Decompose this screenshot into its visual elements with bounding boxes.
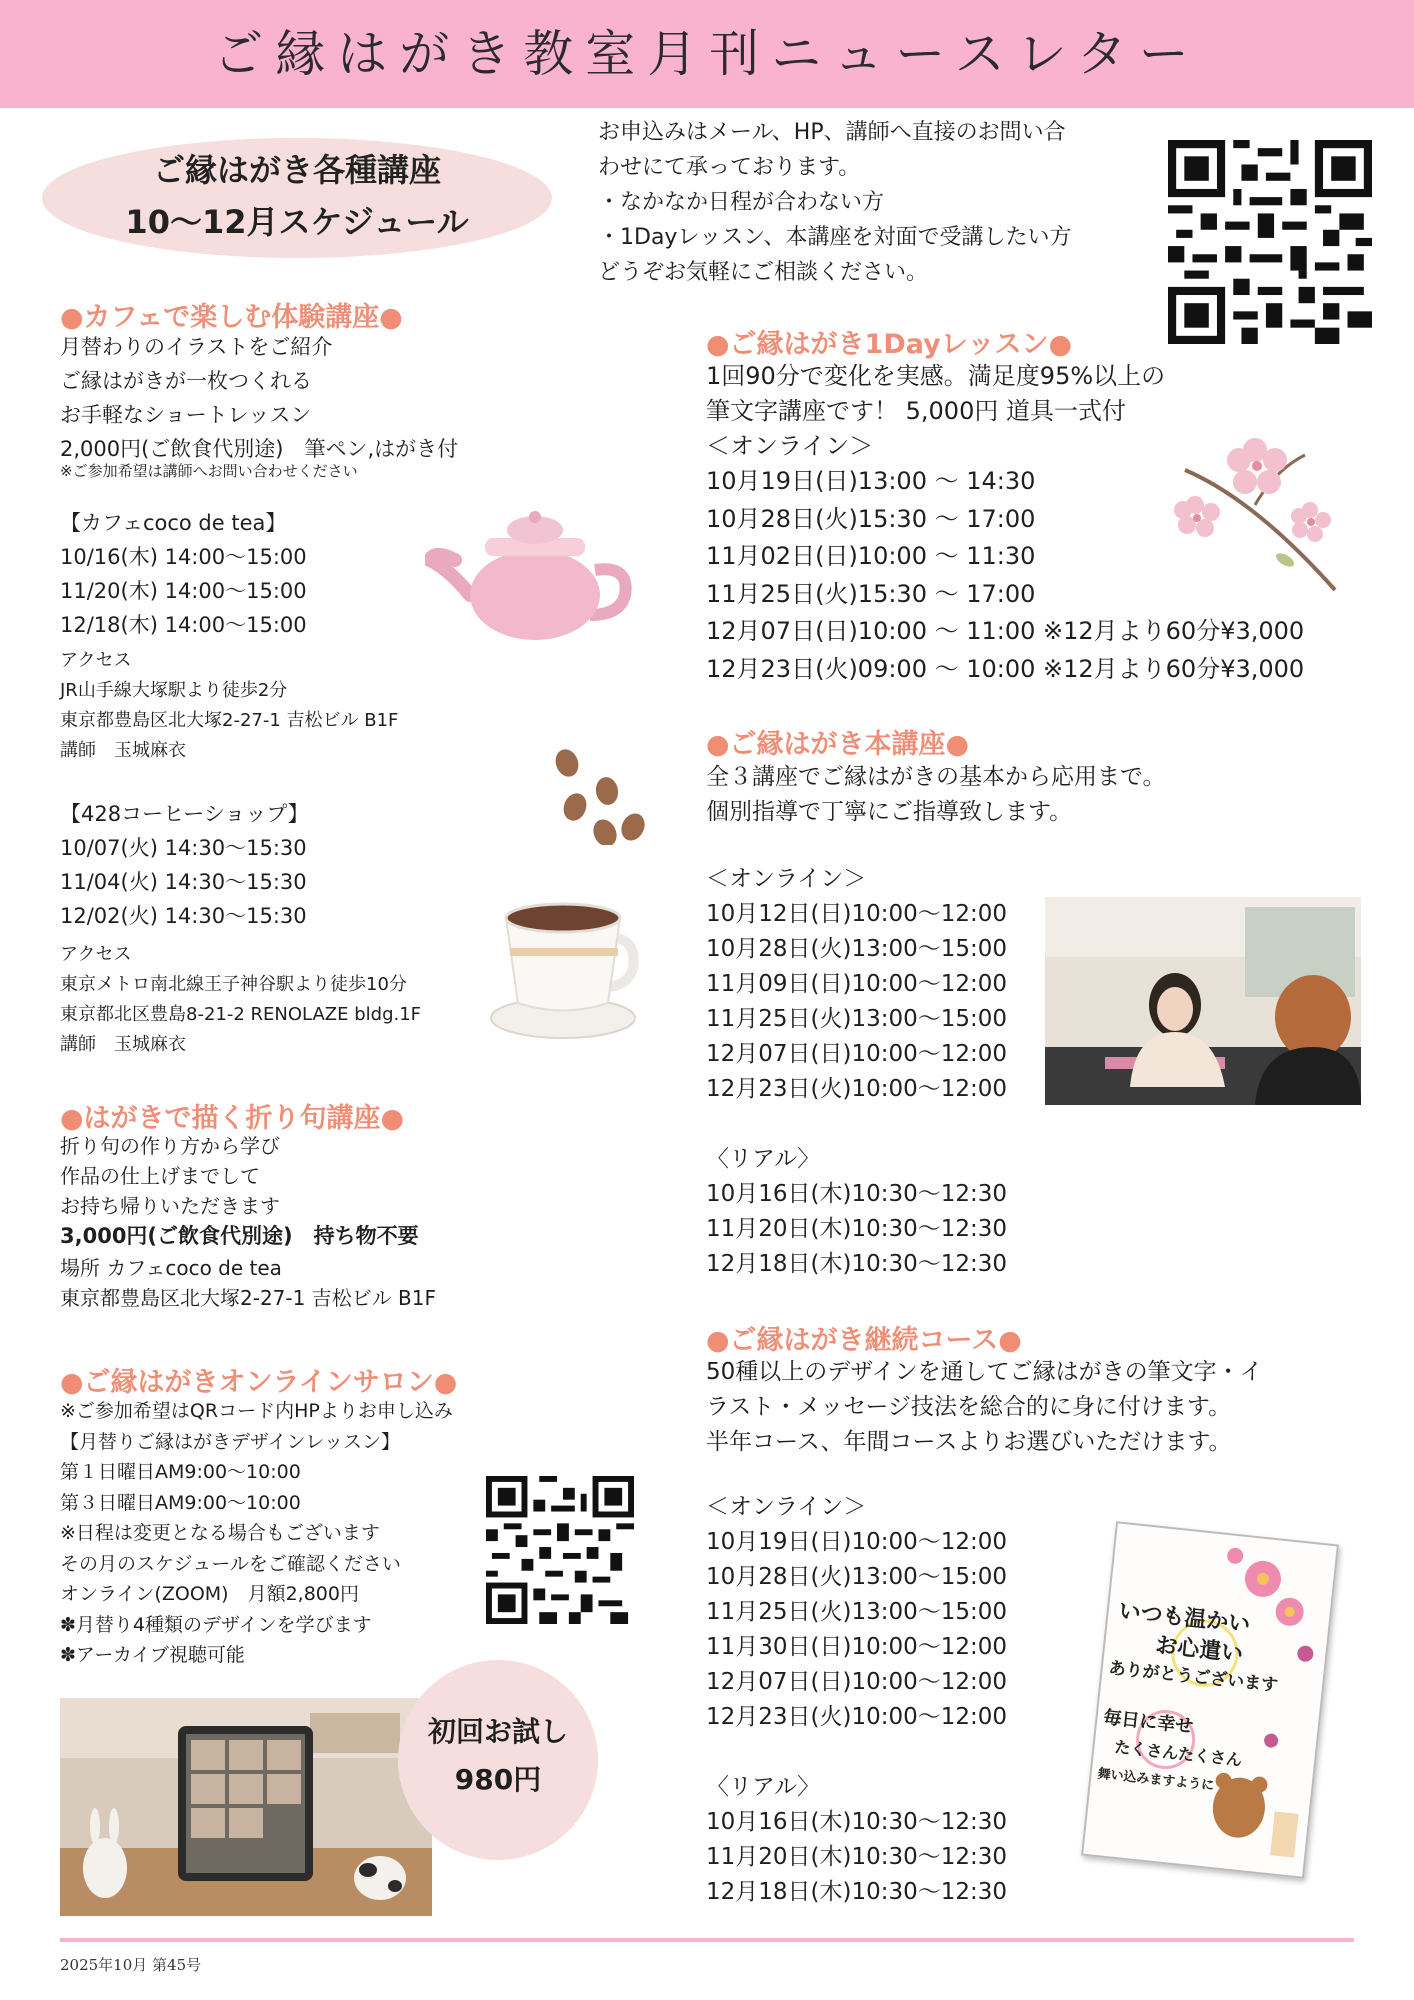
teacher-text: 講師 玉城麻衣 [60, 740, 186, 761]
desc-line: ラスト・メッセージ技法を総合的に身に付けます。 [706, 1394, 1232, 1420]
desc-line: 筆文字講座です！ 5,000円 道具一式付 [706, 397, 1126, 425]
date-line: 12/18(木) 14:00〜15:00 [60, 613, 307, 637]
continuing-course-heading: ●ご縁はがき継続コース● [706, 1325, 1022, 1356]
oneday-heading: ●ご縁はがき1Dayレッスン● [706, 329, 1073, 360]
access-text: JR山手線大塚駅より徒歩2分 [60, 680, 288, 701]
desc-line: 全３講座でご縁はがきの基本から応用まで。 [706, 764, 1166, 790]
online-salon-text [60, 1396, 453, 1671]
desc-line: お持ち帰りいただきます [60, 1194, 280, 1218]
teacher-text: 講師 玉城麻衣 [60, 1034, 186, 1055]
main-course-heading: ●ご縁はがき本講座● [706, 729, 970, 760]
trial-line1: 初回お試し [427, 1715, 568, 1748]
main-course-online [706, 862, 1007, 1107]
access-text: 東京メトロ南北線王子神谷駅より徒歩10分 [60, 974, 407, 995]
date-line: 11月09日(日)10:00〜12:00 [706, 971, 1008, 997]
salon-line: ※ご参加希望はQRコード内HPよりお申し込み [60, 1400, 453, 1422]
date-line: 11/20(木) 14:00〜15:00 [60, 579, 307, 603]
schedule-badge-line1: ご縁はがき各種講座 [152, 151, 441, 189]
schedule-badge-text [42, 144, 552, 248]
trial-badge-text [398, 1708, 598, 1804]
online-salon-photo [60, 1698, 432, 1916]
date-line: 12月07日(日)10:00〜12:00 [706, 1041, 1008, 1067]
issue-number: 2025年10月 第45号 [60, 1956, 202, 1974]
postcard-text: 毎日に幸せ [1102, 1707, 1195, 1738]
online-salon-heading: ●ご縁はがきオンラインサロン● [60, 1367, 458, 1398]
date-line: 12月18日(木)10:30〜12:30 [706, 1879, 1008, 1905]
date-line: 11月20日(木)10:30〜12:30 [706, 1216, 1008, 1242]
continuing-course-online [706, 1490, 1007, 1735]
newsletter-title: ご縁はがき教室月刊ニュースレター [213, 25, 1201, 83]
access-label: アクセス [60, 944, 132, 965]
date-line: 11月02日(日)10:00 〜 11:30 [706, 542, 1036, 570]
desc-line: お手軽なショートレッスン [60, 403, 312, 427]
date-line: 10月16日(木)10:30〜12:30 [706, 1181, 1008, 1207]
venue-428-coffee [60, 797, 309, 933]
real-label: 〈リアル〉 [706, 1774, 821, 1800]
date-line: 12月07日(日)10:00 〜 11:00 ※12月より60分¥3,000 [706, 617, 1305, 645]
online-label: ＜オンライン＞ [706, 1494, 867, 1520]
intro-line: ・1Dayレッスン、本講座を対面で受講したい方 [598, 225, 1072, 250]
address-text: 東京都北区豊島8-21-2 RENOLAZE bldg.1F [60, 1004, 422, 1025]
address-text: 東京都豊島区北大塚2-27-1 吉松ビル B1F [60, 710, 399, 731]
intro-line: ・なかなか日程が合わない方 [598, 190, 885, 215]
desc-line: 50種以上のデザインを通してご縁はがきの筆文字・イ [706, 1359, 1263, 1385]
date-line: 12月18日(木)10:30〜12:30 [706, 1251, 1008, 1277]
date-line: 11月30日(日)10:00〜12:00 [706, 1634, 1008, 1660]
date-line: 12月23日(火)10:00〜12:00 [706, 1704, 1008, 1730]
access-label: アクセス [60, 650, 132, 671]
postcard-text: いつも温かい [1117, 1599, 1252, 1638]
cafe-course-note: ※ご参加希望は講師へお問い合わせください [60, 462, 358, 480]
date-line: 10月28日(火)13:00〜15:00 [706, 1564, 1008, 1590]
postcard-text: 舞い込みますように [1096, 1766, 1215, 1794]
online-label: ＜オンライン＞ [706, 866, 867, 892]
date-line: 12月07日(日)10:00〜12:00 [706, 1669, 1008, 1695]
date-line: 10/07(火) 14:30〜15:30 [60, 836, 307, 860]
real-label: 〈リアル〉 [706, 1146, 821, 1172]
place-line: 場所 カフェcoco de tea [60, 1256, 282, 1280]
desc-line: 折り句の作り方から学び [60, 1134, 280, 1158]
salon-line: オンライン(ZOOM) 月額2,800円 [60, 1583, 359, 1605]
footer-divider [60, 1938, 1354, 1942]
salon-line: 【月替りご縁はがきデザインレッスン】 [60, 1430, 401, 1453]
cafe-course-heading: ●カフェで楽しむ体験講座● [60, 302, 403, 333]
main-course-real [706, 1142, 1007, 1282]
postcard-text: お心遣い [1154, 1633, 1245, 1668]
intro-text [598, 116, 1071, 291]
continuing-course-real [706, 1770, 1007, 1910]
salon-line: ✽アーカイブ視聴可能 [60, 1644, 245, 1666]
desc-line: 1回90分で変化を実感。満足度95%以上の [706, 362, 1166, 390]
date-line: 12月23日(火)09:00 〜 10:00 ※12月より60分¥3,000 [706, 654, 1305, 683]
coffee-beans-illustration [545, 745, 655, 845]
address-line: 東京都豊島区北大塚2-27-1 吉松ビル B1F [60, 1286, 436, 1310]
online-label: ＜オンライン＞ [706, 432, 874, 460]
date-line: 11月20日(木)10:30〜12:30 [706, 1844, 1008, 1870]
price-line: 3,000円(ご飲食代別途) 持ち物不要 [60, 1224, 419, 1248]
coffee-cup-illustration [488, 888, 652, 1042]
date-line: 11月25日(火)13:00〜15:00 [706, 1006, 1008, 1032]
postcard-text: ありがとうございます [1107, 1658, 1279, 1696]
salon-line: 第１日曜日AM9:00〜10:00 [60, 1461, 301, 1483]
desc-line: 月替わりのイラストをご紹介 [60, 335, 333, 359]
salon-line: ✽月替り4種類のデザインを学びます [60, 1613, 372, 1636]
desc-line: ご縁はがきが一枚つくれる [60, 369, 312, 393]
date-line: 11月25日(火)15:30 〜 17:00 [706, 579, 1036, 608]
desc-line: 個別指導で丁寧にご指導致します。 [706, 799, 1073, 825]
continuing-course-text [706, 1355, 1263, 1460]
qr-code-top[interactable] [1168, 140, 1372, 344]
desc-line: 作品の仕上げまでして [60, 1164, 260, 1188]
date-line: 12月23日(火)10:00〜12:00 [706, 1076, 1008, 1102]
trial-line2: 980円 [454, 1763, 542, 1796]
salon-line: ※日程は変更となる場合もございます [60, 1522, 380, 1544]
postcard-flowers [1083, 1523, 1336, 1876]
intro-line: どうぞお気軽にご相談ください。 [598, 260, 929, 285]
date-line: 10/16(木) 14:00〜15:00 [60, 545, 307, 569]
venue-name: 【カフェcoco de tea】 [60, 511, 287, 535]
salon-line: その月のスケジュールをご確認ください [60, 1552, 401, 1575]
venue-coco-access [60, 646, 398, 766]
date-line: 11/04(火) 14:30〜15:30 [60, 870, 307, 894]
postcard-artwork [1081, 1521, 1339, 1879]
date-line: 12/02(火) 14:30〜15:30 [60, 904, 307, 928]
salon-line: 第３日曜日AM9:00〜10:00 [60, 1491, 301, 1514]
date-line: 10月12日(日)10:00〜12:00 [706, 901, 1008, 927]
qr-code-salon[interactable] [486, 1476, 634, 1624]
date-line: 10月19日(日)10:00〜12:00 [706, 1529, 1008, 1555]
teapot-illustration [425, 510, 647, 642]
venue-name: 【428コーヒーショップ】 [60, 802, 309, 826]
intro-line: お申込みはメール、HP、講師へ直接のお問い合 [598, 120, 1066, 145]
origami-course-text [60, 1131, 436, 1313]
origami-course-heading: ●はがきで描く折り句講座● [60, 1103, 405, 1134]
venue-coco-de-tea [60, 506, 307, 642]
desc-line: 半年コース、年間コースよりお選びいただけます。 [706, 1429, 1232, 1455]
schedule-badge-line2: 10〜12月スケジュール [125, 203, 469, 241]
cafe-course-desc [60, 330, 458, 466]
date-line: 10月19日(日)13:00 〜 14:30 [706, 467, 1036, 495]
cherry-blossom-illustration [1165, 430, 1345, 595]
main-course-text [706, 760, 1166, 830]
date-line: 10月28日(火)13:00〜15:00 [706, 936, 1008, 962]
lesson-photo [1045, 897, 1361, 1105]
postcard-text: たくさんたくさん [1113, 1737, 1243, 1770]
date-line: 10月16日(木)10:30〜12:30 [706, 1809, 1008, 1835]
venue-428-access [60, 940, 421, 1060]
date-line: 11月25日(火)13:00〜15:00 [706, 1599, 1008, 1625]
price-line: 2,000円(ご飲食代別途) 筆ペン,はがき付 [60, 437, 459, 461]
date-line: 10月28日(火)15:30 〜 17:00 [706, 504, 1036, 533]
intro-line: わせにて承っております。 [598, 155, 861, 180]
